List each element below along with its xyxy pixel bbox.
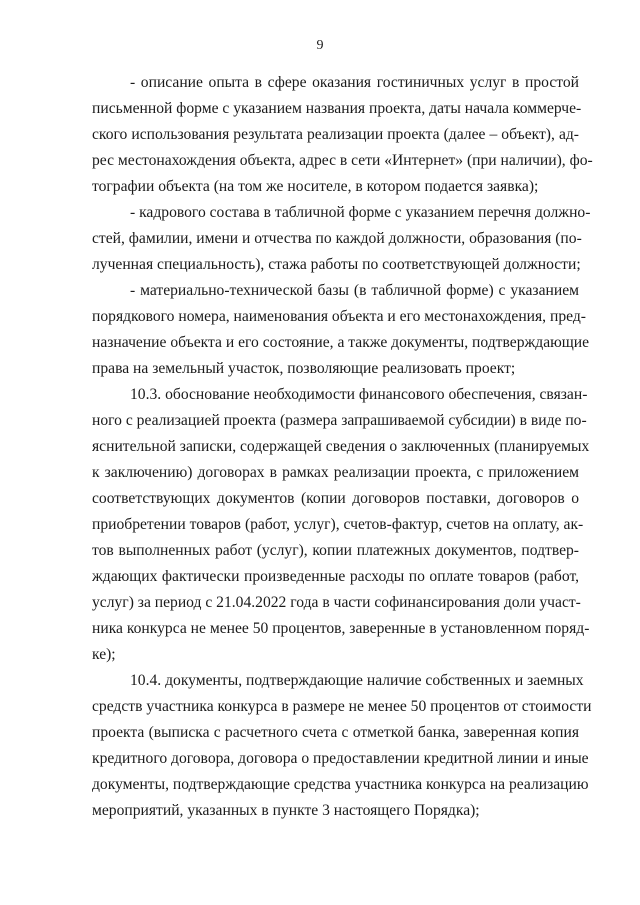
text-line: ника конкурса не менее 50 процентов, заверенные в установленном поряд-	[92, 620, 590, 637]
text-line: проекта (выписка с расчетного счета с отметкой банка, заверенная копия	[92, 724, 579, 741]
text-line: документы, подтверждающие средства участника конкурса на реализацию	[92, 776, 589, 793]
paragraph-10-4	[92, 668, 592, 824]
text-line: яснительной записки, содержащей сведения о заключенных (планируемых	[92, 438, 590, 455]
text-line: - описание опыта в сфере оказания гостиничных услуг в простой	[130, 74, 579, 91]
text-line: средств участника конкурса в размере не менее 50 процентов от стоимости	[92, 698, 592, 715]
text-line: мероприятий, указанных в пункте 3 настоящего Порядка);	[92, 802, 480, 819]
text-line: 10.4. документы, подтверждающие наличие собственных и заемных	[130, 672, 584, 689]
text-line: письменной форме с указанием названия проекта, даты начала коммерче-	[92, 100, 582, 117]
text-line: тографии объекта (на том же носителе, в котором подается заявка);	[92, 178, 539, 195]
text-line: ного с реализацией проекта (размера запрашиваемой субсидии) в виде по-	[92, 412, 587, 429]
text-line: приобретении товаров (работ, услуг), счетов-фактур, счетов на оплату, ак-	[92, 516, 584, 533]
text-line: услуг) за период с 21.04.2022 года в части софинансирования доли участ-	[92, 594, 581, 611]
paragraph-staff-composition	[92, 200, 591, 278]
text-line: к заключению) договорах в рамках реализации проекта, с приложением	[92, 464, 579, 481]
text-line: ждающих фактически произведенные расходы по оплате товаров (работ,	[92, 568, 579, 585]
text-line: порядкового номера, наименования объекта и его местонахождения, пред-	[92, 308, 586, 325]
text-line: права на земельный участок, позволяющие реализовать проект;	[92, 360, 516, 377]
paragraph-experience-description	[92, 70, 593, 200]
text-line: 10.3. обоснование необходимости финансового обеспечения, связан-	[130, 386, 588, 403]
paragraph-material-base	[92, 278, 590, 382]
page-number: 9	[316, 38, 324, 53]
text-line: назначение объекта и его состояние, а также документы, подтверждающие	[92, 334, 590, 351]
document-body	[92, 70, 593, 824]
text-line: ке);	[92, 646, 116, 663]
text-line: стей, фамилии, имени и отчества по каждой должности, образования (по-	[92, 230, 582, 247]
text-line: лученная специальность), стажа работы по соответствующей должности;	[92, 256, 581, 273]
text-line: ского использования результата реализации проекта (далее – объект), ад-	[92, 126, 579, 143]
text-line: кредитного договора, договора о предоставлении кредитной линии и иные	[92, 750, 589, 767]
text-line: тов выполненных работ (услуг), копии платежных документов, подтвер-	[92, 542, 579, 559]
text-line: - материально-технической базы (в табличной форме) с указанием	[130, 282, 579, 299]
paragraph-10-3	[92, 382, 590, 668]
text-line: соответствующих документов (копии договоров поставки, договоров о	[92, 490, 579, 507]
text-line: - кадрового состава в табличной форме с указанием перечня должно-	[130, 204, 591, 221]
text-line: рес местонахождения объекта, адрес в сети «Интернет» (при наличии), фо-	[92, 152, 593, 169]
